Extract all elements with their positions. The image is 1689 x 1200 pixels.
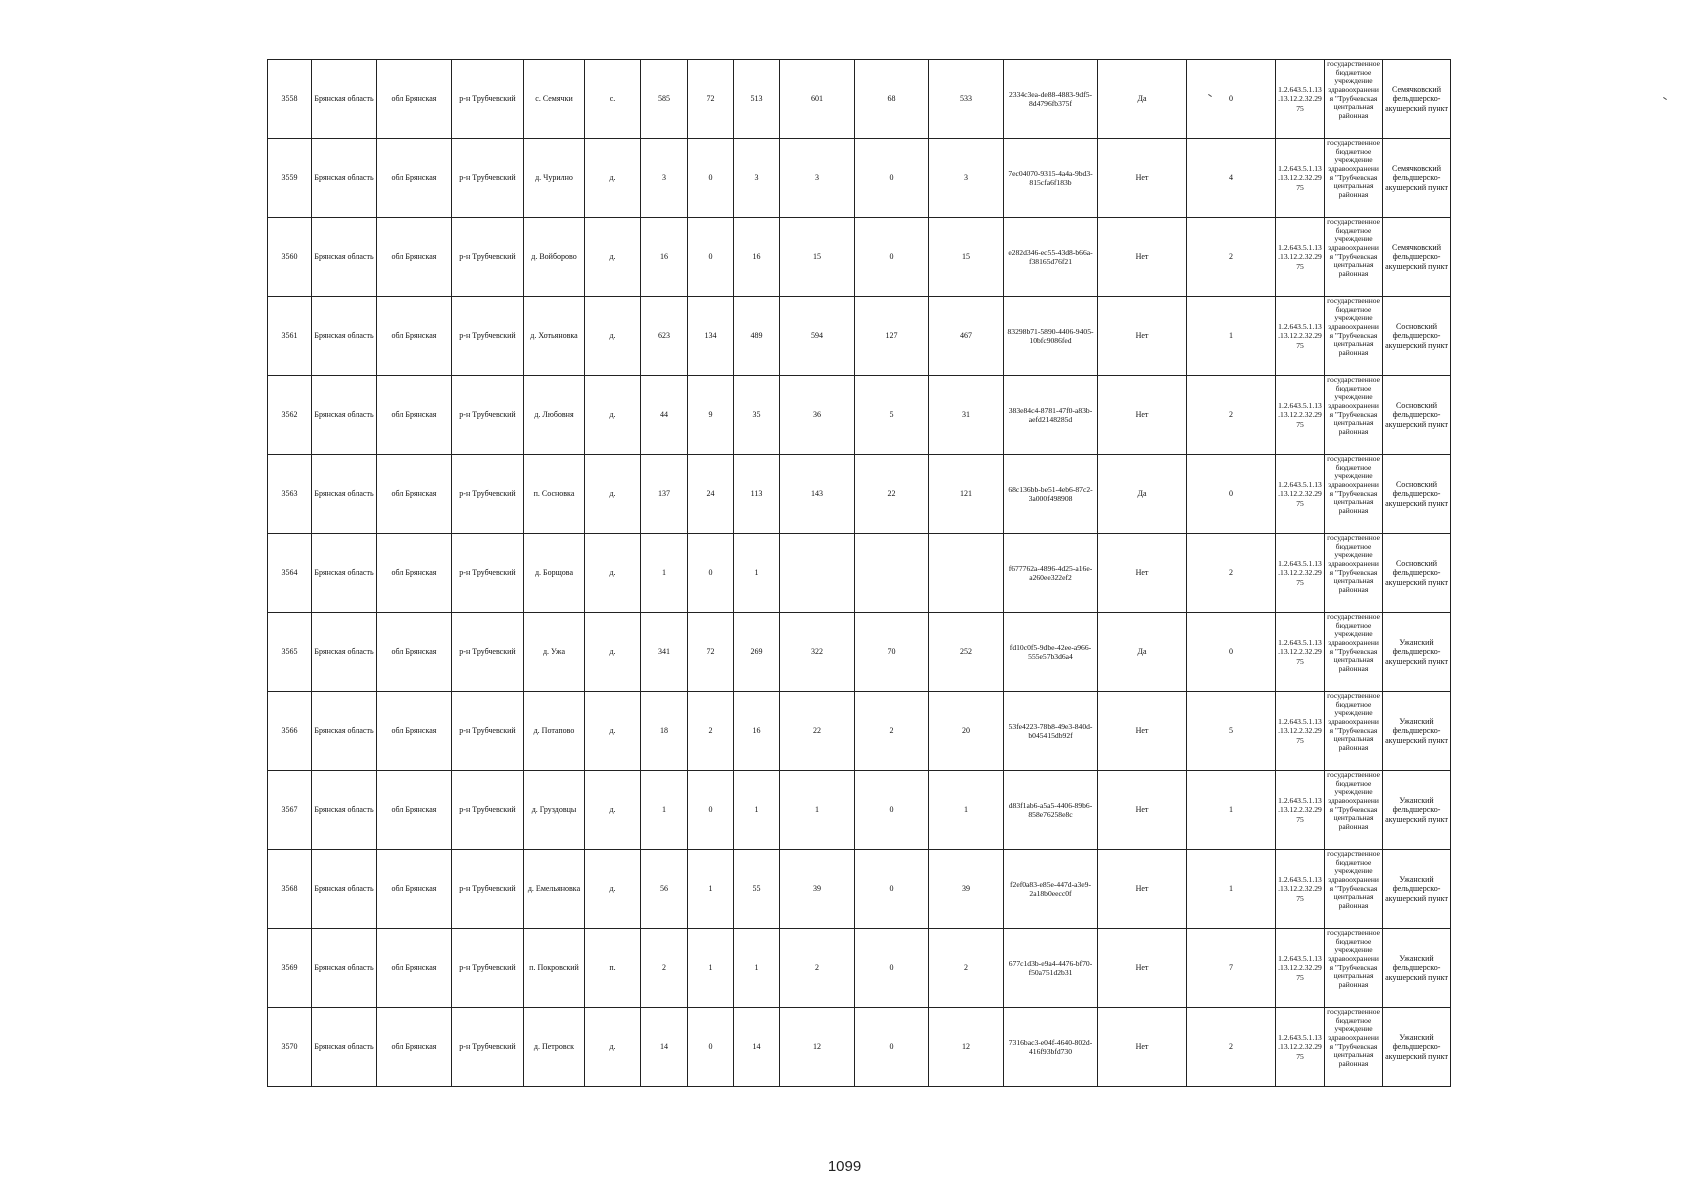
settlement-type-cell: д.	[585, 376, 641, 455]
table-row	[268, 297, 1451, 376]
row-number: 3560	[268, 218, 312, 297]
row-number: 3569	[268, 929, 312, 1008]
count-cell: 7	[1187, 929, 1276, 1008]
value-cell: 12	[929, 1008, 1004, 1087]
value-cell: 72	[688, 60, 734, 139]
table-row	[268, 929, 1451, 1008]
organization-cell: государственное бюджетное учреждение здравоохранения "Трубчевская центральная районная	[1325, 60, 1383, 139]
oblast-cell: обл Брянская	[377, 139, 452, 218]
facility-cell: Сосновский фельдшерско-акушерский пункт	[1383, 297, 1451, 376]
row-number: 3562	[268, 376, 312, 455]
facility-cell: Ужанский фельдшерско-акушерский пункт	[1383, 850, 1451, 929]
guid-cell: f677762a-4896-4d25-a16e-a260ee322ef2	[1004, 534, 1098, 613]
facility-cell: Семячковский фельдшерско-акушерский пункт	[1383, 60, 1451, 139]
settlement-cell: д. Любовня	[524, 376, 585, 455]
value-cell: 341	[641, 613, 688, 692]
value-cell: 533	[929, 60, 1004, 139]
value-cell: 18	[641, 692, 688, 771]
organization-cell: государственное бюджетное учреждение здравоохранения "Трубчевская центральная районная	[1325, 692, 1383, 771]
value-cell: 0	[855, 771, 929, 850]
settlement-type-cell: д.	[585, 1008, 641, 1087]
oid-cell: 1.2.643.5.1.13.13.12.2.32.2975	[1276, 455, 1325, 534]
value-cell: 35	[734, 376, 780, 455]
count-cell: 0	[1187, 455, 1276, 534]
settlement-cell: д. Емельяновка	[524, 850, 585, 929]
district-cell: р-н Трубчевский	[452, 613, 524, 692]
district-cell: р-н Трубчевский	[452, 929, 524, 1008]
value-cell: 121	[929, 455, 1004, 534]
value-cell: 2	[780, 929, 855, 1008]
organization-cell: государственное бюджетное учреждение здравоохранения "Трубчевская центральная районная	[1325, 850, 1383, 929]
settlement-cell: п. Сосновка	[524, 455, 585, 534]
settlement-cell: д. Борщова	[524, 534, 585, 613]
oid-cell: 1.2.643.5.1.13.13.12.2.32.2975	[1276, 60, 1325, 139]
table-body	[268, 60, 1451, 1087]
organization-cell: государственное бюджетное учреждение здравоохранения "Трубчевская центральная районная	[1325, 297, 1383, 376]
oblast-cell: обл Брянская	[377, 376, 452, 455]
value-cell: 22	[855, 455, 929, 534]
value-cell: 44	[641, 376, 688, 455]
facility-cell: Сосновский фельдшерско-акушерский пункт	[1383, 455, 1451, 534]
region-cell: Брянская область	[312, 139, 377, 218]
value-cell: 70	[855, 613, 929, 692]
organization-cell: государственное бюджетное учреждение здравоохранения "Трубчевская центральная районная	[1325, 1008, 1383, 1087]
facility-cell: Ужанский фельдшерско-акушерский пункт	[1383, 613, 1451, 692]
district-cell: р-н Трубчевский	[452, 850, 524, 929]
value-cell: 2	[929, 929, 1004, 1008]
facility-cell: Сосновский фельдшерско-акушерский пункт	[1383, 376, 1451, 455]
value-cell: 269	[734, 613, 780, 692]
oblast-cell: обл Брянская	[377, 692, 452, 771]
value-cell: 55	[734, 850, 780, 929]
value-cell: 16	[734, 218, 780, 297]
organization-cell: государственное бюджетное учреждение здравоохранения "Трубчевская центральная районная	[1325, 376, 1383, 455]
value-cell	[929, 534, 1004, 613]
guid-cell: 383e84c4-8781-47f0-a83b-aefd2148285d	[1004, 376, 1098, 455]
value-cell: 2	[641, 929, 688, 1008]
flag-cell: Нет	[1098, 929, 1187, 1008]
row-number: 3558	[268, 60, 312, 139]
oid-cell: 1.2.643.5.1.13.13.12.2.32.2975	[1276, 771, 1325, 850]
value-cell: 594	[780, 297, 855, 376]
flag-cell: Нет	[1098, 376, 1187, 455]
guid-cell: 7ec04070-9315-4a4a-9bd3-815cfa6f183b	[1004, 139, 1098, 218]
table-row	[268, 850, 1451, 929]
table-row	[268, 771, 1451, 850]
row-number: 3564	[268, 534, 312, 613]
settlement-type-cell: д.	[585, 534, 641, 613]
value-cell: 3	[929, 139, 1004, 218]
value-cell: 14	[641, 1008, 688, 1087]
settlement-cell: д. Ужа	[524, 613, 585, 692]
district-cell: р-н Трубчевский	[452, 455, 524, 534]
value-cell: 0	[688, 218, 734, 297]
count-cell: 2	[1187, 376, 1276, 455]
value-cell: 68	[855, 60, 929, 139]
value-cell: 623	[641, 297, 688, 376]
row-number: 3566	[268, 692, 312, 771]
value-cell: 36	[780, 376, 855, 455]
oblast-cell: обл Брянская	[377, 613, 452, 692]
district-cell: р-н Трубчевский	[452, 218, 524, 297]
value-cell: 9	[688, 376, 734, 455]
guid-cell: 83298b71-5890-4406-9405-10bfc9086fed	[1004, 297, 1098, 376]
facility-cell: Ужанский фельдшерско-акушерский пункт	[1383, 1008, 1451, 1087]
flag-cell: Да	[1098, 455, 1187, 534]
value-cell: 513	[734, 60, 780, 139]
value-cell: 5	[855, 376, 929, 455]
oid-cell: 1.2.643.5.1.13.13.12.2.32.2975	[1276, 376, 1325, 455]
facility-cell: Сосновский фельдшерско-акушерский пункт	[1383, 534, 1451, 613]
scan-speck	[1663, 97, 1667, 100]
value-cell: 1	[734, 771, 780, 850]
count-cell: 2	[1187, 218, 1276, 297]
flag-cell: Нет	[1098, 218, 1187, 297]
oid-cell: 1.2.643.5.1.13.13.12.2.32.2975	[1276, 218, 1325, 297]
value-cell: 137	[641, 455, 688, 534]
flag-cell: Нет	[1098, 534, 1187, 613]
value-cell: 39	[929, 850, 1004, 929]
region-cell: Брянская область	[312, 613, 377, 692]
value-cell: 3	[734, 139, 780, 218]
value-cell: 20	[929, 692, 1004, 771]
region-cell: Брянская область	[312, 929, 377, 1008]
guid-cell: 68c136bb-be51-4eb6-87c2-3a000f498908	[1004, 455, 1098, 534]
region-cell: Брянская область	[312, 218, 377, 297]
count-cell: 0	[1187, 613, 1276, 692]
guid-cell: 7316bac3-e04f-4640-802d-416f93bfd730	[1004, 1008, 1098, 1087]
flag-cell: Нет	[1098, 139, 1187, 218]
settlement-cell: д. Хотьяновка	[524, 297, 585, 376]
table-row	[268, 692, 1451, 771]
settlement-type-cell: д.	[585, 139, 641, 218]
oblast-cell: обл Брянская	[377, 60, 452, 139]
value-cell: 2	[855, 692, 929, 771]
value-cell: 252	[929, 613, 1004, 692]
region-cell: Брянская область	[312, 534, 377, 613]
count-cell: 1	[1187, 297, 1276, 376]
oid-cell: 1.2.643.5.1.13.13.12.2.32.2975	[1276, 1008, 1325, 1087]
value-cell: 0	[688, 1008, 734, 1087]
value-cell: 489	[734, 297, 780, 376]
settlement-type-cell: д.	[585, 771, 641, 850]
region-cell: Брянская область	[312, 455, 377, 534]
value-cell: 16	[641, 218, 688, 297]
value-cell: 14	[734, 1008, 780, 1087]
value-cell: 1	[780, 771, 855, 850]
settlement-cell: д. Груздовцы	[524, 771, 585, 850]
value-cell: 3	[780, 139, 855, 218]
flag-cell: Нет	[1098, 297, 1187, 376]
value-cell: 2	[688, 692, 734, 771]
count-cell: 2	[1187, 1008, 1276, 1087]
value-cell: 39	[780, 850, 855, 929]
row-number: 3570	[268, 1008, 312, 1087]
value-cell: 0	[855, 139, 929, 218]
organization-cell: государственное бюджетное учреждение здравоохранения "Трубчевская центральная районная	[1325, 771, 1383, 850]
count-cell: 1	[1187, 850, 1276, 929]
table-row	[268, 534, 1451, 613]
value-cell: 72	[688, 613, 734, 692]
oid-cell: 1.2.643.5.1.13.13.12.2.32.2975	[1276, 297, 1325, 376]
flag-cell: Да	[1098, 613, 1187, 692]
guid-cell: fd10c0f5-9dbe-42ee-a966-555e57b3d6a4	[1004, 613, 1098, 692]
facility-cell: Ужанский фельдшерско-акушерский пункт	[1383, 692, 1451, 771]
oid-cell: 1.2.643.5.1.13.13.12.2.32.2975	[1276, 613, 1325, 692]
table-row	[268, 613, 1451, 692]
facility-cell: Семячковский фельдшерско-акушерский пункт	[1383, 139, 1451, 218]
settlement-cell: д. Войборово	[524, 218, 585, 297]
organization-cell: государственное бюджетное учреждение здравоохранения "Трубчевская центральная районная	[1325, 139, 1383, 218]
value-cell: 1	[929, 771, 1004, 850]
district-cell: р-н Трубчевский	[452, 534, 524, 613]
oid-cell: 1.2.643.5.1.13.13.12.2.32.2975	[1276, 692, 1325, 771]
facility-cell: Ужанский фельдшерско-акушерский пункт	[1383, 771, 1451, 850]
region-cell: Брянская область	[312, 297, 377, 376]
oid-cell: 1.2.643.5.1.13.13.12.2.32.2975	[1276, 534, 1325, 613]
settlement-type-cell: д.	[585, 692, 641, 771]
oblast-cell: обл Брянская	[377, 771, 452, 850]
settlement-cell: д. Потапово	[524, 692, 585, 771]
district-cell: р-н Трубчевский	[452, 771, 524, 850]
value-cell: 134	[688, 297, 734, 376]
flag-cell: Нет	[1098, 850, 1187, 929]
value-cell: 15	[780, 218, 855, 297]
row-number: 3568	[268, 850, 312, 929]
value-cell: 1	[641, 771, 688, 850]
settlement-cell: с. Семячки	[524, 60, 585, 139]
settlement-type-cell: д.	[585, 850, 641, 929]
organization-cell: государственное бюджетное учреждение здравоохранения "Трубчевская центральная районная	[1325, 929, 1383, 1008]
guid-cell: 53fe4223-78b8-49e3-840d-b045415db92f	[1004, 692, 1098, 771]
value-cell: 1	[688, 850, 734, 929]
value-cell: 31	[929, 376, 1004, 455]
table-row	[268, 376, 1451, 455]
organization-cell: государственное бюджетное учреждение здравоохранения "Трубчевская центральная районная	[1325, 613, 1383, 692]
value-cell: 12	[780, 1008, 855, 1087]
district-cell: р-н Трубчевский	[452, 139, 524, 218]
settlement-cell: д. Петровск	[524, 1008, 585, 1087]
value-cell: 1	[641, 534, 688, 613]
value-cell	[855, 534, 929, 613]
row-number: 3563	[268, 455, 312, 534]
flag-cell: Нет	[1098, 1008, 1187, 1087]
oblast-cell: обл Брянская	[377, 297, 452, 376]
district-cell: р-н Трубчевский	[452, 692, 524, 771]
value-cell: 22	[780, 692, 855, 771]
table-row	[268, 455, 1451, 534]
value-cell: 0	[855, 850, 929, 929]
value-cell: 0	[688, 771, 734, 850]
region-cell: Брянская область	[312, 1008, 377, 1087]
guid-cell: 2334c3ea-de88-4883-9df5-8d4796fb375f	[1004, 60, 1098, 139]
region-cell: Брянская область	[312, 692, 377, 771]
settlement-type-cell: д.	[585, 613, 641, 692]
value-cell: 0	[855, 929, 929, 1008]
organization-cell: государственное бюджетное учреждение здравоохранения "Трубчевская центральная районная	[1325, 534, 1383, 613]
settlement-type-cell: п.	[585, 929, 641, 1008]
value-cell: 585	[641, 60, 688, 139]
row-number: 3565	[268, 613, 312, 692]
settlement-cell: д. Чурилно	[524, 139, 585, 218]
count-cell: 1	[1187, 771, 1276, 850]
value-cell: 24	[688, 455, 734, 534]
value-cell: 467	[929, 297, 1004, 376]
value-cell: 601	[780, 60, 855, 139]
region-cell: Брянская область	[312, 850, 377, 929]
region-cell: Брянская область	[312, 60, 377, 139]
district-cell: р-н Трубчевский	[452, 297, 524, 376]
row-number: 3559	[268, 139, 312, 218]
value-cell: 127	[855, 297, 929, 376]
value-cell: 15	[929, 218, 1004, 297]
oblast-cell: обл Брянская	[377, 218, 452, 297]
value-cell: 0	[855, 218, 929, 297]
settlement-type-cell: с.	[585, 60, 641, 139]
table-row	[268, 1008, 1451, 1087]
count-cell: 0	[1187, 60, 1276, 139]
guid-cell: f2ef0a83-e85e-447d-a3e9-2a18b0eecc0f	[1004, 850, 1098, 929]
settlement-cell: п. Покровский	[524, 929, 585, 1008]
flag-cell: Нет	[1098, 692, 1187, 771]
value-cell: 1	[734, 534, 780, 613]
oblast-cell: обл Брянская	[377, 929, 452, 1008]
facility-cell: Ужанский фельдшерско-акушерский пункт	[1383, 929, 1451, 1008]
value-cell: 0	[688, 139, 734, 218]
value-cell: 0	[688, 534, 734, 613]
oblast-cell: обл Брянская	[377, 455, 452, 534]
value-cell: 0	[855, 1008, 929, 1087]
value-cell: 1	[734, 929, 780, 1008]
guid-cell: e282d346-ec55-43d8-b66a-f38165d76f21	[1004, 218, 1098, 297]
table-row	[268, 60, 1451, 139]
organization-cell: государственное бюджетное учреждение здравоохранения "Трубчевская центральная районная	[1325, 218, 1383, 297]
district-cell: р-н Трубчевский	[452, 1008, 524, 1087]
oid-cell: 1.2.643.5.1.13.13.12.2.32.2975	[1276, 929, 1325, 1008]
guid-cell: d83f1ab6-a5a5-4406-89b6-858e76258e8c	[1004, 771, 1098, 850]
organization-cell: государственное бюджетное учреждение здравоохранения "Трубчевская центральная районная	[1325, 455, 1383, 534]
region-cell: Брянская область	[312, 376, 377, 455]
flag-cell: Да	[1098, 60, 1187, 139]
oid-cell: 1.2.643.5.1.13.13.12.2.32.2975	[1276, 139, 1325, 218]
district-cell: р-н Трубчевский	[452, 376, 524, 455]
value-cell: 16	[734, 692, 780, 771]
value-cell	[780, 534, 855, 613]
oblast-cell: обл Брянская	[377, 534, 452, 613]
value-cell: 1	[688, 929, 734, 1008]
value-cell: 322	[780, 613, 855, 692]
settlement-type-cell: д.	[585, 218, 641, 297]
settlement-type-cell: д.	[585, 297, 641, 376]
value-cell: 56	[641, 850, 688, 929]
guid-cell: 677c1d3b-e9a4-4476-bf70-f50a751d2b31	[1004, 929, 1098, 1008]
table-row	[268, 218, 1451, 297]
oblast-cell: обл Брянская	[377, 850, 452, 929]
value-cell: 3	[641, 139, 688, 218]
count-cell: 2	[1187, 534, 1276, 613]
facility-cell: Семячковский фельдшерско-акушерский пункт	[1383, 218, 1451, 297]
oblast-cell: обл Брянская	[377, 1008, 452, 1087]
count-cell: 5	[1187, 692, 1276, 771]
flag-cell: Нет	[1098, 771, 1187, 850]
district-cell: р-н Трубчевский	[452, 60, 524, 139]
value-cell: 143	[780, 455, 855, 534]
value-cell: 113	[734, 455, 780, 534]
count-cell: 4	[1187, 139, 1276, 218]
row-number: 3567	[268, 771, 312, 850]
settlement-type-cell: д.	[585, 455, 641, 534]
region-cell: Брянская область	[312, 771, 377, 850]
page-number: 1099	[827, 1158, 862, 1175]
table-row	[268, 139, 1451, 218]
oid-cell: 1.2.643.5.1.13.13.12.2.32.2975	[1276, 850, 1325, 929]
settlements-table	[267, 59, 1451, 1087]
row-number: 3561	[268, 297, 312, 376]
